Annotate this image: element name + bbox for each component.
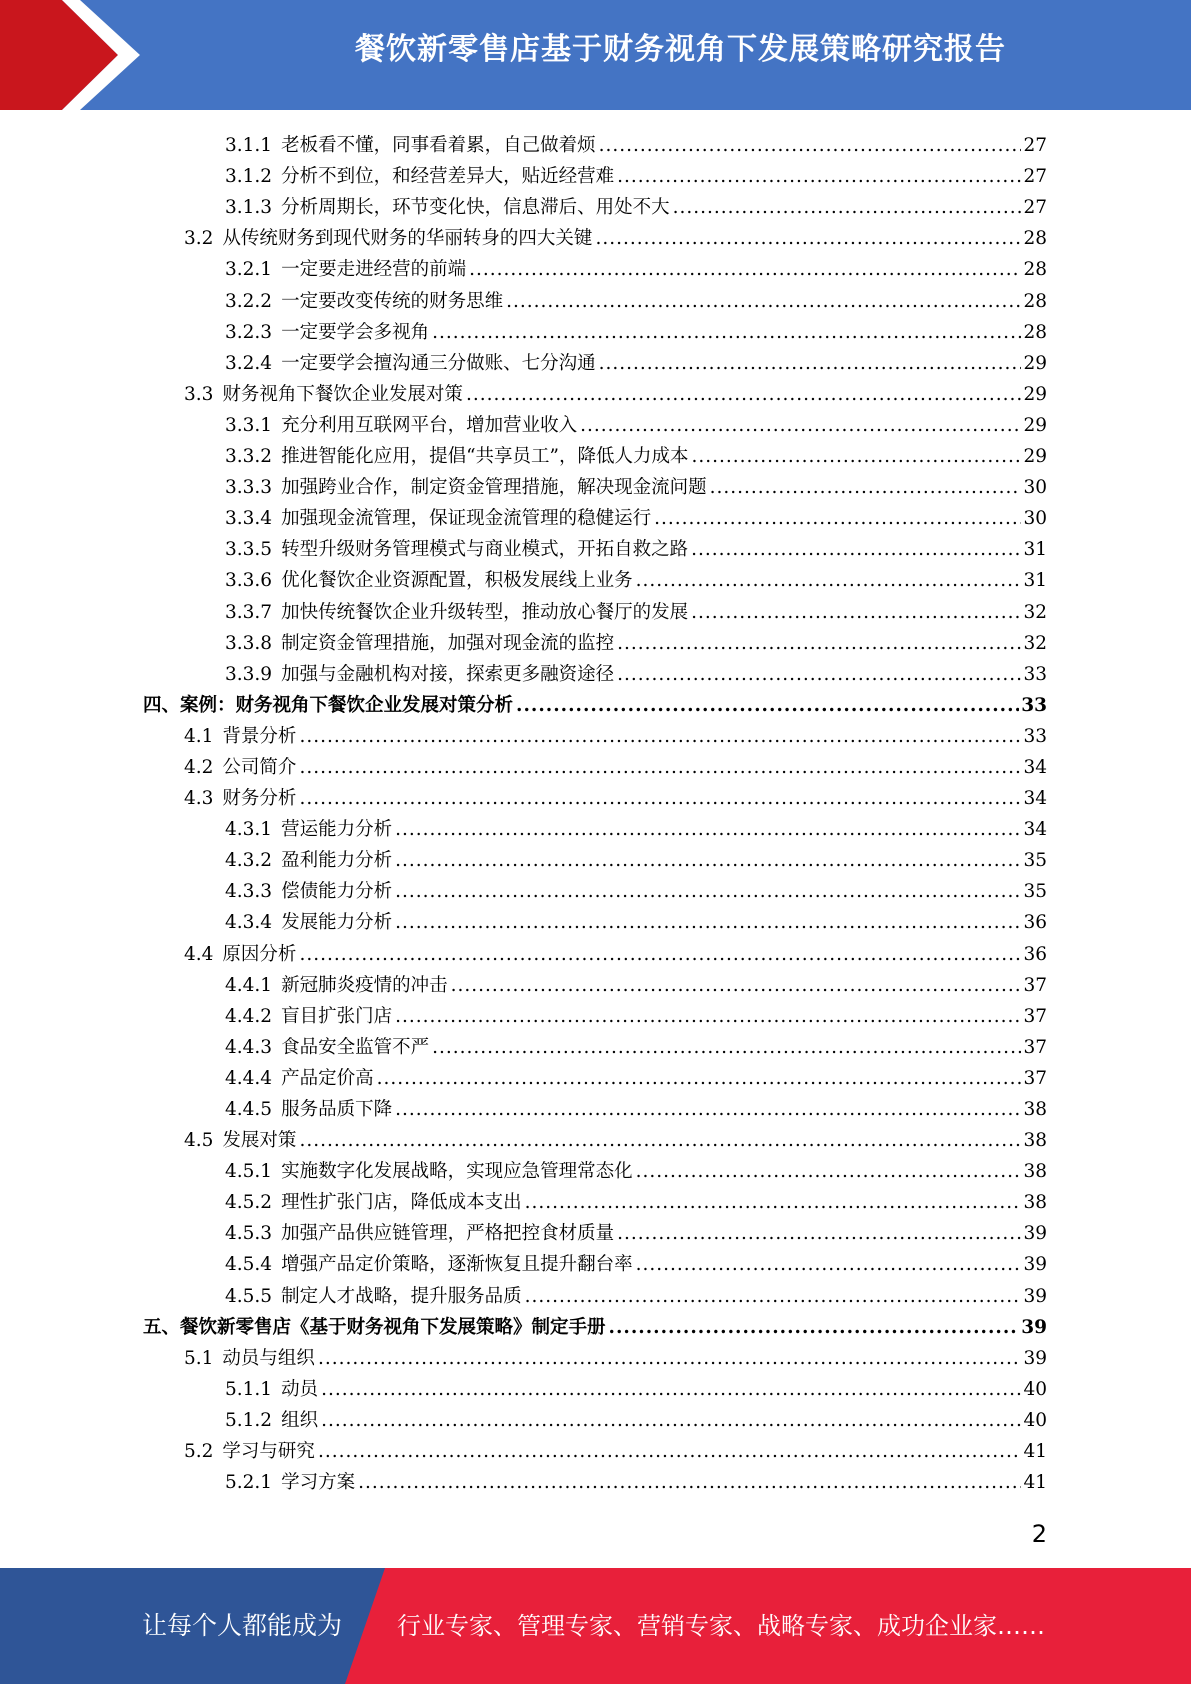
toc-entry-page: 40 <box>1023 1409 1047 1431</box>
toc-entry-number: 4.4.4 <box>225 1067 273 1089</box>
toc-dot-leader <box>609 1316 1020 1340</box>
toc-entry[interactable] <box>0 1122 1047 1153</box>
toc-dot-leader <box>516 694 1019 718</box>
toc-entry[interactable] <box>0 189 1047 220</box>
toc-entry[interactable] <box>0 314 1047 345</box>
toc-entry[interactable] <box>0 842 1047 873</box>
toc-entry-number: 5.1.1 <box>225 1378 273 1400</box>
toc-entry[interactable] <box>0 811 1047 842</box>
toc-entry-page: 27 <box>1023 166 1047 188</box>
toc-entry-title: 加强跨业合作，制定资金管理措施，解决现金流问题 <box>281 477 707 499</box>
toc-entry-page: 31 <box>1023 539 1047 561</box>
toc-entry-number: 3.2.4 <box>225 352 273 374</box>
toc-entry-page: 39 <box>1023 1223 1047 1245</box>
toc-entry[interactable] <box>0 438 1047 469</box>
toc-dot-leader <box>691 601 1021 625</box>
toc-entry-page: 29 <box>1023 414 1047 436</box>
toc-dot-leader <box>525 1285 1022 1309</box>
toc-entry[interactable] <box>0 1402 1047 1433</box>
toc-dot-leader <box>636 1253 1022 1277</box>
toc-entry-page: 29 <box>1023 383 1047 405</box>
toc-entry-page: 39 <box>1023 1285 1047 1307</box>
toc-entry-page: 38 <box>1023 1099 1047 1120</box>
toc-entry-number: 4.5.5 <box>225 1285 273 1307</box>
toc-dot-leader <box>599 134 1022 158</box>
toc-entry-title: 财务视角下餐饮企业发展对策 <box>222 383 463 405</box>
toc-entry-page: 38 <box>1023 1192 1047 1214</box>
toc-dot-leader <box>299 1129 1021 1153</box>
toc-entry[interactable] <box>0 376 1047 407</box>
toc-entry-page: 31 <box>1023 570 1047 592</box>
toc-entry-title: 老板看不懂，同事看着累，自己做着烦 <box>281 135 596 157</box>
toc-entry-title: 转型升级财务管理模式与商业模式，开拓自救之路 <box>281 539 689 561</box>
toc-entry-page: 33 <box>1023 663 1047 685</box>
footer-slogan-right: 行业专家、管理专家、营销专家、战略专家、成功企业家…… <box>397 1612 1045 1640</box>
toc-entry[interactable] <box>0 998 1047 1029</box>
document-title: 餐饮新零售店基于财务视角下发展策略研究报告 <box>355 32 1006 67</box>
toc-entry-number: 3.3.3 <box>225 477 273 499</box>
toc-entry-number: 4.5.1 <box>225 1161 273 1183</box>
toc-dot-leader <box>358 1471 1021 1495</box>
toc-entry-title: 公司简介 <box>222 756 297 778</box>
toc-entry-page: 27 <box>1023 135 1047 157</box>
toc-entry-page: 34 <box>1023 756 1047 778</box>
toc-entry-number: 4.3.1 <box>225 819 273 841</box>
toc-dot-leader <box>617 632 1021 656</box>
toc-entry-title: 偿债能力分析 <box>281 881 393 903</box>
toc-entry-title: 食品安全监管不严 <box>281 1036 430 1058</box>
toc-entry-number: 4.5.4 <box>225 1254 273 1276</box>
toc-entry-title: 服务品质下降 <box>281 1099 393 1120</box>
toc-entry-title: 营运能力分析 <box>281 819 393 841</box>
page-footer <box>0 1568 1191 1684</box>
toc-entry[interactable] <box>0 873 1047 904</box>
toc-dot-leader <box>395 818 1021 842</box>
toc-dot-leader <box>451 974 1022 998</box>
toc-entry-number: 3.2.3 <box>225 321 273 343</box>
toc-entry[interactable] <box>0 1464 1047 1495</box>
toc-dot-leader <box>377 1067 1022 1091</box>
toc-dot-leader <box>636 569 1022 593</box>
toc-entry[interactable] <box>0 407 1047 438</box>
toc-entry-number: 4.4.1 <box>225 974 273 996</box>
toc-dot-leader <box>692 445 1022 469</box>
toc-dot-leader <box>617 663 1021 687</box>
toc-dot-leader <box>395 849 1021 873</box>
toc-entry[interactable] <box>0 1215 1047 1246</box>
toc-dot-leader <box>673 196 1022 220</box>
toc-entry-number: 3.3.1 <box>225 414 273 436</box>
toc-dot-leader <box>525 1191 1022 1215</box>
toc-entry[interactable] <box>0 158 1047 189</box>
toc-entry-title: 四、案例：财务视角下餐饮企业发展对策分析 <box>143 694 514 716</box>
toc-entry-title: 推进智能化应用，提倡“共享员工”，降低人力成本 <box>281 446 689 468</box>
toc-entry[interactable] <box>0 1184 1047 1215</box>
toc-dot-leader <box>432 1036 1021 1060</box>
toc-entry-page: 35 <box>1023 850 1047 872</box>
toc-entry-page: 29 <box>1023 352 1047 374</box>
toc-entry-number: 3.3.2 <box>225 446 273 468</box>
toc-entry-page: 32 <box>1023 632 1047 654</box>
toc-entry[interactable] <box>0 1309 1047 1340</box>
toc-entry-page: 41 <box>1023 1472 1047 1494</box>
header-chevron-decoration <box>0 0 150 110</box>
toc-entry-number: 3.1.3 <box>225 197 273 219</box>
toc-entry-page: 35 <box>1023 881 1047 903</box>
toc-dot-leader <box>318 1440 1022 1464</box>
toc-entry-page: 37 <box>1023 1036 1047 1058</box>
toc-entry-title: 财务分析 <box>222 788 297 810</box>
toc-entry-title: 发展对策 <box>222 1130 297 1152</box>
toc-dot-leader <box>299 725 1021 749</box>
toc-entry-page: 39 <box>1021 1316 1047 1338</box>
toc-entry-page: 28 <box>1023 290 1047 312</box>
toc-entry-title: 新冠肺炎疫情的冲击 <box>281 974 448 996</box>
toc-entry-number: 4.5.3 <box>225 1223 273 1245</box>
toc-entry[interactable] <box>0 531 1047 562</box>
toc-entry[interactable] <box>0 251 1047 282</box>
toc-entry-number: 4.3 <box>184 788 214 810</box>
toc-entry-title: 学习与研究 <box>222 1441 315 1463</box>
toc-entry-page: 37 <box>1023 974 1047 996</box>
toc-entry-number: 4.3.4 <box>225 912 273 934</box>
toc-entry-number: 5.2.1 <box>225 1472 273 1494</box>
toc-dot-leader <box>299 787 1021 811</box>
toc-entry-page: 37 <box>1023 1005 1047 1027</box>
toc-dot-leader <box>321 1378 1021 1402</box>
toc-entry[interactable] <box>0 1433 1047 1464</box>
toc-entry-title: 制定人才战略，提升服务品质 <box>281 1285 522 1307</box>
toc-entry-page: 34 <box>1023 788 1047 810</box>
toc-entry-number: 5.1.2 <box>225 1409 273 1431</box>
toc-entry-page: 36 <box>1023 943 1047 965</box>
toc-entry-page: 30 <box>1023 477 1047 499</box>
toc-entry-number: 4.5.2 <box>225 1192 273 1214</box>
toc-entry-number: 4.3.3 <box>225 881 273 903</box>
toc-entry-number: 5.1 <box>184 1347 214 1369</box>
toc-entry-number: 3.2.1 <box>225 259 273 281</box>
toc-entry-page: 40 <box>1023 1378 1047 1400</box>
footer-slogan-left: 让每个人都能成为 <box>142 1611 343 1640</box>
toc-dot-leader <box>299 756 1021 780</box>
toc-entry[interactable] <box>0 1153 1047 1184</box>
toc-entry-title: 充分利用互联网平台，增加营业收入 <box>281 414 578 436</box>
toc-entry[interactable] <box>0 780 1047 811</box>
toc-entry-page: 27 <box>1023 197 1047 219</box>
toc-dot-leader <box>617 1222 1021 1246</box>
toc-entry-number: 3.3.6 <box>225 570 273 592</box>
toc-entry-title: 增强产品定价策略，逐渐恢复且提升翻台率 <box>281 1254 633 1276</box>
toc-entry-number: 3.3 <box>184 383 214 405</box>
toc-entry-page: 29 <box>1023 446 1047 468</box>
toc-entry-title: 原因分析 <box>222 943 297 965</box>
toc-entry-number: 3.2 <box>184 228 214 250</box>
toc-entry-number: 4.1 <box>184 725 214 747</box>
toc-entry[interactable] <box>0 345 1047 376</box>
page-header <box>0 0 1191 110</box>
toc-entry[interactable] <box>0 127 1047 158</box>
toc-entry-title: 一定要学会多视角 <box>281 321 430 343</box>
toc-dot-leader <box>321 1409 1021 1433</box>
toc-entry-number: 3.3.7 <box>225 601 273 623</box>
toc-entry-number: 4.2 <box>184 756 214 778</box>
toc-entry-number: 4.5 <box>184 1130 214 1152</box>
toc-entry-title: 优化餐饮企业资源配置，积极发展线上业务 <box>281 570 633 592</box>
toc-entry[interactable] <box>0 220 1047 251</box>
toc-dot-leader <box>691 538 1021 562</box>
toc-entry[interactable] <box>0 500 1047 531</box>
toc-entry-title: 分析周期长，环节变化快，信息滞后、用处不大 <box>281 197 670 219</box>
toc-entry-page: 32 <box>1023 601 1047 623</box>
toc-entry-title: 盈利能力分析 <box>281 850 393 872</box>
toc-entry-page: 41 <box>1023 1441 1047 1463</box>
toc-entry-title: 盲目扩张门店 <box>281 1005 393 1027</box>
toc-entry[interactable] <box>0 469 1047 500</box>
toc-dot-leader <box>469 258 1021 282</box>
toc-dot-leader <box>636 1160 1022 1184</box>
toc-entry[interactable] <box>0 625 1047 656</box>
toc-entry-number: 3.1.1 <box>225 135 273 157</box>
toc-entry-number: 3.3.5 <box>225 539 273 561</box>
table-of-contents <box>0 127 1191 1495</box>
toc-entry-page: 30 <box>1023 508 1047 530</box>
toc-entry[interactable] <box>0 687 1047 718</box>
toc-dot-leader <box>599 352 1022 376</box>
toc-entry-page: 38 <box>1023 1161 1047 1183</box>
toc-entry-title: 一定要学会擅沟通三分做账、七分沟通 <box>281 352 596 374</box>
toc-entry[interactable] <box>0 282 1047 313</box>
toc-entry-page: 28 <box>1023 228 1047 250</box>
toc-entry-page: 39 <box>1023 1347 1047 1369</box>
toc-entry-number: 4.4.3 <box>225 1036 273 1058</box>
toc-entry-title: 一定要走进经营的前端 <box>281 259 467 281</box>
toc-entry-title: 学习方案 <box>281 1472 356 1494</box>
toc-entry-number: 3.2.2 <box>225 290 273 312</box>
toc-entry-number: 3.3.4 <box>225 508 273 530</box>
toc-entry-number: 3.3.8 <box>225 632 273 654</box>
toc-entry-number: 5.2 <box>184 1441 214 1463</box>
toc-entry-title: 动员与组织 <box>222 1347 315 1369</box>
toc-entry[interactable] <box>0 935 1047 966</box>
toc-entry-page: 33 <box>1021 694 1047 716</box>
toc-entry-number: 4.3.2 <box>225 850 273 872</box>
toc-dot-leader <box>617 165 1021 189</box>
toc-entry-title: 从传统财务到现代财务的华丽转身的四大关键 <box>222 228 593 250</box>
toc-dot-leader <box>395 880 1021 904</box>
toc-entry-page: 28 <box>1023 259 1047 281</box>
toc-entry-number: 3.1.2 <box>225 166 273 188</box>
toc-entry-title: 分析不到位，和经营差异大，贴近经营难 <box>281 166 615 188</box>
toc-entry-title: 加快传统餐饮企业升级转型，推动放心餐厅的发展 <box>281 601 689 623</box>
toc-dot-leader <box>595 227 1021 251</box>
toc-dot-leader <box>395 1005 1021 1029</box>
toc-entry[interactable] <box>0 1029 1047 1060</box>
toc-entry[interactable] <box>0 749 1047 780</box>
toc-entry[interactable] <box>0 562 1047 593</box>
toc-entry[interactable] <box>0 1277 1047 1308</box>
toc-entry[interactable] <box>0 1340 1047 1371</box>
toc-dot-leader <box>318 1347 1022 1371</box>
toc-dot-leader <box>395 911 1021 935</box>
toc-entry-title: 组织 <box>281 1409 319 1431</box>
toc-entry-title: 产品定价高 <box>281 1067 374 1089</box>
toc-entry[interactable] <box>0 1060 1047 1091</box>
toc-entry[interactable] <box>0 1091 1047 1122</box>
toc-dot-leader <box>466 383 1022 407</box>
toc-entry-title: 背景分析 <box>222 725 297 747</box>
page-number: 2 <box>1031 1520 1047 1548</box>
toc-entry-page: 39 <box>1023 1254 1047 1276</box>
toc-entry-title: 加强与金融机构对接，探索更多融资途径 <box>281 663 615 685</box>
toc-entry-title: 一定要改变传统的财务思维 <box>281 290 504 312</box>
toc-entry[interactable] <box>0 1246 1047 1277</box>
toc-entry-title: 发展能力分析 <box>281 912 393 934</box>
toc-entry-page: 36 <box>1023 912 1047 934</box>
toc-dot-leader <box>580 414 1021 438</box>
toc-entry-title: 加强现金流管理，保证现金流管理的稳健运行 <box>281 508 652 530</box>
toc-entry[interactable] <box>0 718 1047 749</box>
toc-entry-number: 4.4.2 <box>225 1005 273 1027</box>
toc-dot-leader <box>432 321 1021 345</box>
toc-entry[interactable] <box>0 904 1047 935</box>
toc-entry-title: 制定资金管理措施，加强对现金流的监控 <box>281 632 615 654</box>
toc-entry[interactable] <box>0 1371 1047 1402</box>
toc-entry-page: 28 <box>1023 321 1047 343</box>
toc-dot-leader <box>654 507 1021 531</box>
toc-entry-number: 4.4 <box>184 943 214 965</box>
toc-entry-title: 实施数字化发展战略，实现应急管理常态化 <box>281 1161 633 1183</box>
toc-entry[interactable] <box>0 967 1047 998</box>
toc-entry-title: 加强产品供应链管理，严格把控食材质量 <box>281 1223 615 1245</box>
toc-dot-leader <box>710 476 1022 500</box>
toc-entry-title: 理性扩张门店，降低成本支出 <box>281 1192 522 1214</box>
toc-entry-title: 五、餐饮新零售店《基于财务视角下发展策略》制定手册 <box>143 1316 606 1338</box>
toc-dot-leader <box>395 1098 1021 1122</box>
header-red-block <box>0 0 118 110</box>
toc-entry[interactable] <box>0 593 1047 624</box>
toc-entry-number: 4.4.5 <box>225 1099 273 1120</box>
toc-entry-page: 37 <box>1023 1067 1047 1089</box>
toc-entry-title: 动员 <box>281 1378 319 1400</box>
toc-dot-leader <box>299 943 1021 967</box>
toc-dot-leader <box>506 290 1021 314</box>
toc-entry-page: 33 <box>1023 725 1047 747</box>
toc-entry-number: 3.3.9 <box>225 663 273 685</box>
toc-entry[interactable] <box>0 656 1047 687</box>
toc-entry-page: 34 <box>1023 819 1047 841</box>
toc-entry-page: 38 <box>1023 1130 1047 1152</box>
